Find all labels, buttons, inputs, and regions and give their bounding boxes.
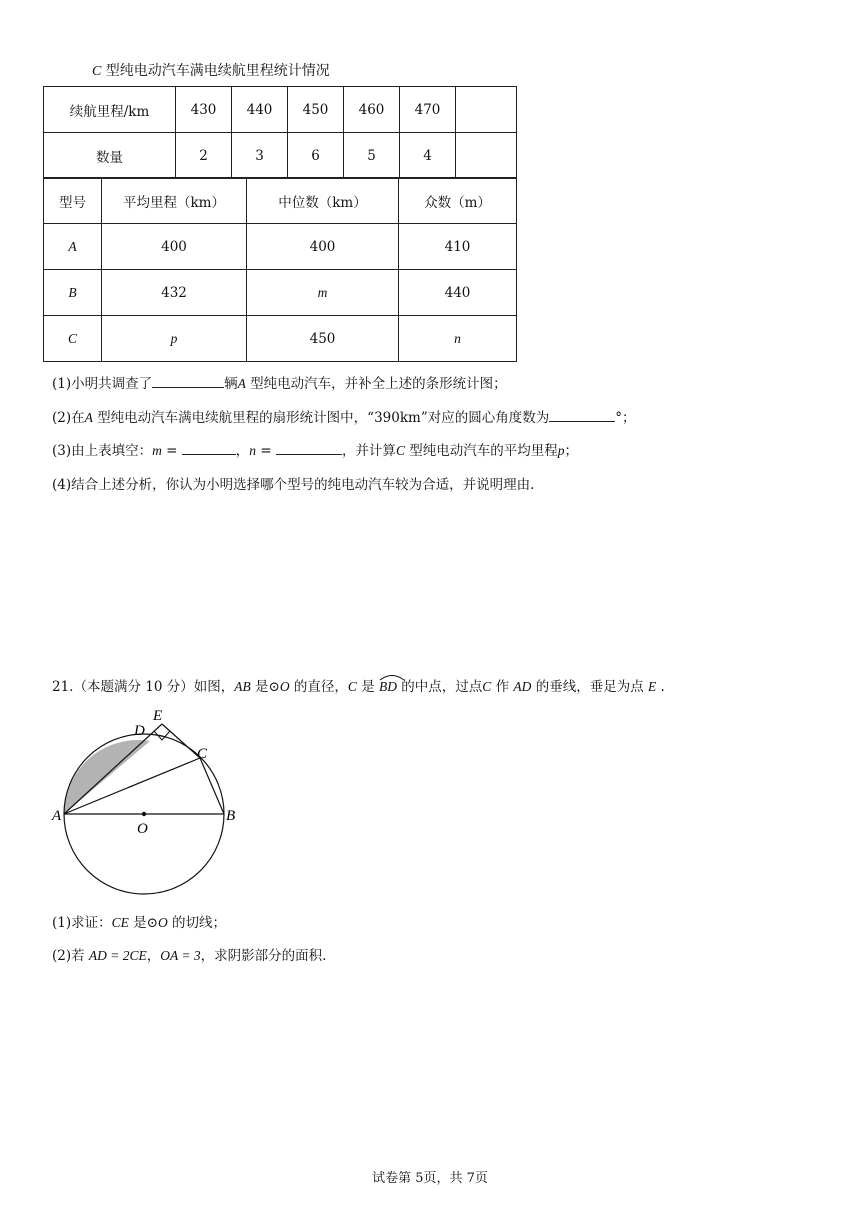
table-cell: 450 [247,316,399,362]
table-cell: 470 [400,87,456,133]
table-cell: 3 [232,133,288,179]
table-cell: 5 [344,133,400,179]
tangent-ce [162,724,200,758]
page-footer: 试卷第 5页，共 7页 [372,1171,488,1186]
answer-blank [152,374,224,388]
table-cell: B [44,270,102,316]
table-cell: 数量 [44,133,176,179]
question-21-part-2: (2)若 AD = 2CE，OA = 3，求阴影部分的面积. [52,948,327,964]
table-header: 中位数（km） [247,178,399,224]
table1-caption [92,60,330,80]
label-d: D [134,723,145,739]
circle-figure [40,700,250,900]
table-cell: 续航里程/km [44,87,176,133]
table-row [44,87,517,133]
table-cell: m [247,270,399,316]
table-header-row [44,178,517,224]
caption-text: 型纯电动汽车满电续航里程统计情况 [101,63,330,79]
table-cell: 400 [247,224,399,270]
table-cell: 450 [288,87,344,133]
label-a: A [52,808,62,824]
line-ae [64,724,162,814]
table-row [44,133,517,179]
chord-cb [200,758,224,814]
label-c: C [197,746,208,762]
table-cell-empty [456,87,517,133]
table-cell: 460 [344,87,400,133]
question-20-part-3: (3)由上表填空：m = ，n = ，并计算C 型纯电动汽车的平均里程p； [52,443,578,459]
answer-blank [182,441,236,455]
table-cell: C [44,316,102,362]
label-e: E [153,708,163,724]
table-cell: n [399,316,517,362]
table-header: 平均里程（km） [102,178,247,224]
question-20-part-4: (4)结合上述分析，你认为小明选择哪个型号的纯电动汽车较为合适，并说明理由. [52,477,535,493]
table-cell: 6 [288,133,344,179]
question-20-part-1: (1)小明共调查了 辆A 型纯电动汽车，并补全上述的条形统计图； [52,376,507,392]
table-cell: 430 [176,87,232,133]
table-cell: 440 [232,87,288,133]
question-20-part-2: (2)在A 型纯电动汽车满电续航里程的扇形统计图中，“390km”对应的圆心角度数为 °； [52,410,636,426]
table-row [44,224,517,270]
table-cell: A [44,224,102,270]
table-header: 众数（m） [399,178,517,224]
question-21-part-1: (1)求证：CE 是⊙O 的切线； [52,915,227,931]
table-row [44,316,517,362]
range-count-table [43,86,517,179]
label-o: O [137,821,148,837]
table-header: 型号 [44,178,102,224]
table-cell-empty [456,133,517,179]
table-cell: 440 [399,270,517,316]
arc-bd: BD [379,679,397,695]
caption-var: C [92,64,102,79]
table-cell: p [102,316,247,362]
model-stats-table [43,177,517,362]
center-point [142,812,146,816]
table-cell: 410 [399,224,517,270]
question-21-stem: 21.（本题满分 10 分）如图，AB 是⊙O 的直径，C 是 BD 的中点，过点C 作 AD 的垂线，垂足为点 E . [52,675,665,695]
answer-blank [549,408,615,422]
label-b: B [226,808,236,824]
table-cell: 400 [102,224,247,270]
table-cell: 432 [102,270,247,316]
table-row [44,270,517,316]
answer-blank [276,441,342,455]
table-cell: 4 [400,133,456,179]
table-cell: 2 [176,133,232,179]
